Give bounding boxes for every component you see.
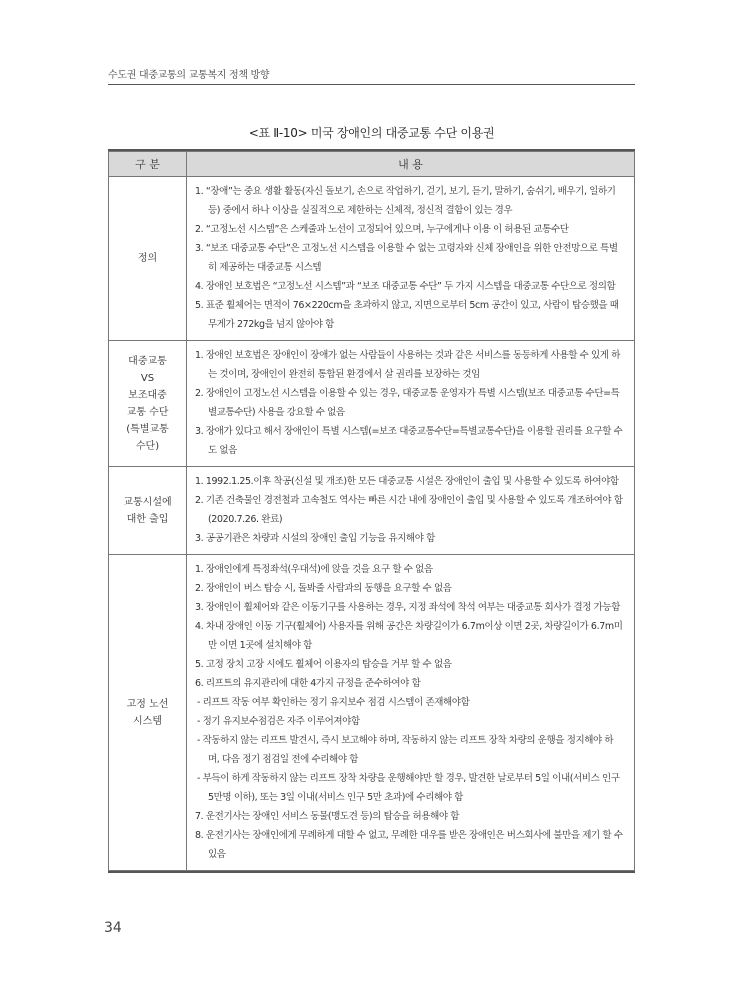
table-row-definition	[109, 177, 635, 341]
header-content: 내 용	[187, 152, 635, 177]
list-item: 1. “장애”는 중요 생활 활동(자신 돌보기, 손으로 작업하기, 걷기, 보기, 듣기, 말하기, 숨쉬기, 배우기, 일하기 등) 중에서 하나 이상을 실질적으로 제한하는 신체적, 정신적 결함이 있는 경우	[195, 186, 616, 216]
list-subitem: - 부득이 하게 작동하지 않는 리프트 장착 차량을 운행해야만 할 경우, 발견한 날로부터 5일 이내(서비스 인구 5만명 이하), 또는 3일 이내(서비스 인구 5만 초과)에 수리해야 함	[197, 773, 620, 803]
list-item: 1. 장애인 보호법은 장애인이 장애가 없는 사람들이 사용하는 것과 같은 서비스를 동등하게 사용할 수 있게 하는 것이며, 장애인이 완전히 통합된 환경에서 살 권리를 보장하는 것임	[195, 350, 620, 380]
list-item: 2. 장애인이 버스 탑승 시, 돌봐줄 사람과의 동행을 요구할 수 없음	[195, 583, 452, 594]
row-category	[109, 341, 187, 467]
item-list	[195, 346, 624, 460]
header-category: 구 분	[109, 152, 187, 177]
list-item: 2. “고정노선 시스템”은 스케줄과 노선이 고정되어 있으며, 누구에게나 이용 이 허용된 교통수단	[195, 224, 569, 235]
policy-table	[108, 151, 635, 871]
category-label: 정의	[137, 253, 158, 264]
list-item: 5. 표준 휠체어는 면적이 76×220cm을 초과하지 않고, 지면으로부터 5cm 공간이 있고, 사람이 탑승했을 때 무게가 272kg을 넘지 않아야 함	[195, 300, 619, 330]
category-label: 교통시설에 대한 출입	[123, 496, 172, 525]
policy-table-wrapper	[108, 149, 635, 873]
row-category	[109, 467, 187, 555]
row-content	[187, 341, 635, 467]
table-caption: <표 Ⅱ-10> 미국 장애인의 대중교통 수단 이용권	[248, 126, 495, 140]
list-item: 3. 장애인이 휠체어와 같은 이동기구를 사용하는 경우, 지정 좌석에 착석 여부는 대중교통 회사가 결정 가능함	[195, 602, 620, 613]
category-label: 대중교통 VS 보조대중 교통 수단 (특별교통 수단)	[126, 355, 169, 452]
list-item: 3. 장애가 있다고 해서 장애인이 특별 시스템(=보조 대중교통수단=특별교통수단)을 이용할 권리를 요구할 수도 없음	[195, 426, 623, 456]
row-category	[109, 555, 187, 871]
list-subitem: - 작동하지 않는 리프트 발견시, 즉시 보고해야 하며, 작동하지 않는 리프트 장착 차량의 운행을 정지해야 하며, 다음 정기 점검일 전에 수리해야 함	[197, 735, 614, 765]
list-item: 5. 고정 장치 고장 시에도 휠체어 이용자의 탑승을 거부 할 수 없음	[195, 659, 452, 670]
list-item: 6. 리프트의 유지관리에 대한 4가지 규정을 준수하여야 함	[195, 678, 421, 689]
list-item: 2. 장애인이 고정노선 시스템을 이용할 수 있는 경우, 대중교통 운영자가 특별 시스템(보조 대중교통 수단=특별교통수단) 사용을 강요할 수 없음	[195, 388, 620, 418]
page-number: 34	[104, 920, 122, 936]
list-item: 8. 운전기사는 장애인에게 무례하게 대할 수 없고, 무례한 대우를 받은 장애인은 버스회사에 불만을 제기 할 수 있음	[195, 830, 623, 860]
item-list	[195, 560, 624, 864]
table-row-facility-access	[109, 467, 635, 555]
row-content	[187, 555, 635, 871]
list-item: 4. 장애인 보호법은 “고정노선 시스템”과 “보조 대중교통 수단” 두 가지 시스템을 대중교통 수단으로 정의함	[195, 281, 616, 292]
table-row-transit-vs-paratransit	[109, 341, 635, 467]
list-subitem: - 정기 유지보수점검은 자주 이루어져야함	[197, 716, 360, 727]
category-label: 고정 노선 시스템	[126, 698, 169, 727]
list-item: 3. 공공기관은 차량과 시설의 장애인 출입 기능을 유지해야 함	[195, 533, 435, 544]
list-item: 2. 기존 건축물인 경전철과 고속철도 역사는 빠른 시간 내에 장애인이 출입 및 사용할 수 있도록 개조하여야 함(2020.7.26. 완료)	[195, 495, 623, 525]
table-header-row	[109, 152, 635, 177]
row-category	[109, 177, 187, 341]
list-item: 7. 운전기사는 장애인 서비스 동물(맹도견 등)의 탑승을 허용해야 함	[195, 811, 460, 822]
list-item: 3. “보조 대중교통 수단”은 고정노선 시스템을 이용할 수 없는 고령자와 신체 장애인을 위한 안전망으로 특별히 제공하는 대중교통 시스템	[195, 243, 618, 273]
row-content	[187, 177, 635, 341]
list-item: 4. 차내 장애인 이동 기구(휠체어) 사용자를 위해 공간은 차량길이가 6.7m이상 이면 2곳, 차량길이가 6.7m미만 이면 1곳에 설치해야 함	[195, 621, 623, 651]
list-item: 1. 1992.1.25.이후 착공(신설 및 개조)한 모든 대중교통 시설은 장애인이 출입 및 사용할 수 있도록 하여야함	[195, 476, 619, 487]
row-content	[187, 467, 635, 555]
header-rule	[108, 84, 635, 85]
list-item: 1. 장애인에게 특정좌석(우대석)에 앉을 것을 요구 할 수 없음	[195, 564, 433, 575]
list-subitem: - 리프트 작동 여부 확인하는 정기 유지보수 점검 시스템이 존재해야함	[197, 697, 470, 708]
item-list	[195, 472, 624, 548]
table-row-fixed-route	[109, 555, 635, 871]
running-header: 수도권 대중교통의 교통복지 정책 방향	[108, 70, 270, 81]
item-list	[195, 182, 624, 334]
